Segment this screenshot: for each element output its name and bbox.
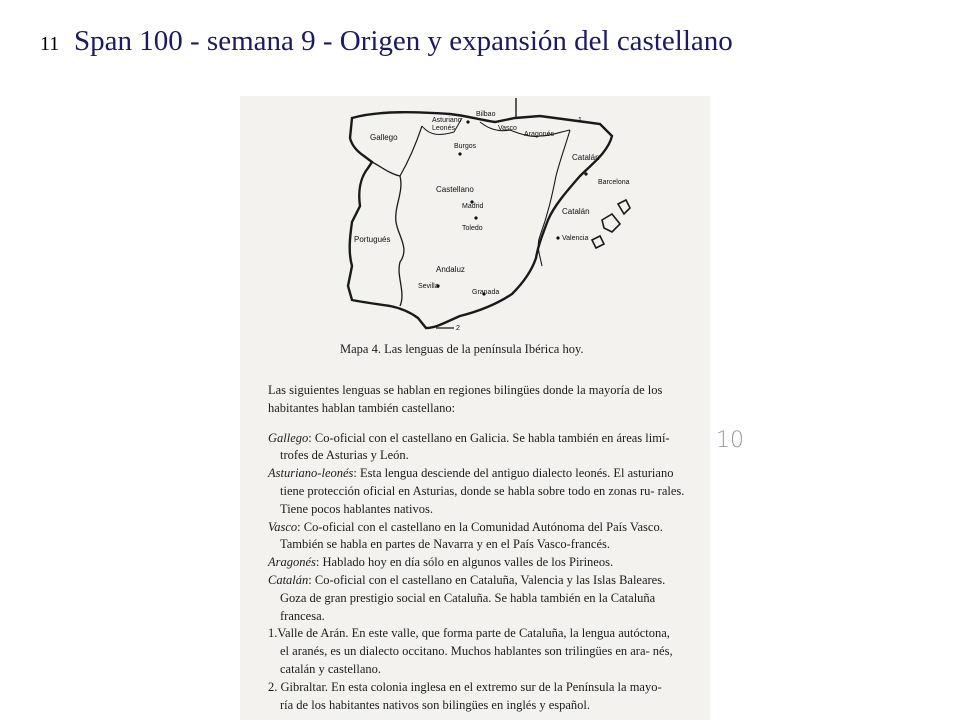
label-asturiano: Asturiano	[432, 117, 462, 124]
label-gallego: Gallego	[370, 133, 398, 142]
entry-catalan	[268, 572, 698, 625]
intro-paragraph: Las siguientes lenguas se hablan en regiones bilingües donde la mayoría de los habitantes hablan también castellano:	[268, 383, 663, 415]
balearic-islands	[592, 200, 630, 248]
marker-1: 1	[578, 117, 582, 124]
label-sevilla: Sevilla	[418, 283, 439, 290]
note-continuation: ría de los habitantes nativos son bilingües en inglés y español.	[280, 697, 591, 712]
label-catalan-north: Catalán	[572, 153, 600, 162]
catalan-border	[538, 130, 570, 266]
entry-text: : Esta lengua desciende del antiguo dialecto leonés. El asturiano	[353, 466, 674, 481]
note-gibraltar	[268, 679, 698, 715]
entry-continuation: tiene protección oficial en Asturias, donde se habla sobre todo en zonas ru- rales. Tiene pocos hablantes nativos.	[280, 483, 685, 516]
entry-name: Vasco	[268, 519, 298, 534]
label-granada: Granada	[472, 289, 500, 296]
handwritten-annotation: 10	[716, 428, 744, 453]
entry-name: Asturiano-leonés	[268, 466, 354, 481]
entry-gallego	[268, 430, 698, 466]
label-toledo: Toledo	[462, 225, 483, 232]
portugal-border	[372, 162, 404, 306]
slide-number: 11	[40, 33, 60, 55]
entry-aragones	[268, 554, 698, 572]
label-portugues: Portugués	[354, 235, 391, 244]
label-burgos: Burgos	[454, 143, 477, 150]
note-valle-de-aran	[268, 625, 698, 678]
entry-continuation: trofes de Asturias y León.	[280, 448, 409, 463]
iberia-language-map	[240, 96, 710, 336]
entry-text: : Co-oficial con el castellano en Cataluña, Valencia y las Islas Baleares.	[308, 572, 666, 587]
label-barcelona: Barcelona	[598, 179, 630, 186]
note-lead: 1.Valle de Arán. En este valle, que forma parte de Cataluña, la lengua autóctona,	[268, 626, 670, 641]
label-aragones: Aragonés	[524, 131, 554, 138]
slide-title: Span 100 - semana 9 - Origen y expansión del castellano	[74, 25, 733, 57]
label-andaluz: Andaluz	[436, 265, 465, 274]
label-catalan-south: Catalán	[562, 207, 590, 216]
marker-2: 2	[456, 325, 460, 332]
entry-name: Aragonés	[268, 555, 316, 570]
entry-text: : Hablado hoy en día sólo en algunos valles de los Pirineos.	[315, 555, 614, 570]
label-castellano: Castellano	[436, 185, 474, 194]
language-list	[268, 382, 698, 714]
scanned-page	[240, 96, 710, 720]
note-continuation: el aranés, es un dialecto occitano. Muchos hablantes son trilingües en ara- nés, catalán y castellano.	[280, 644, 673, 676]
galicia-border	[400, 126, 422, 176]
map-caption: Mapa 4. Las lenguas de la península Ibérica hoy.	[340, 342, 584, 356]
label-madrid: Madrid	[462, 203, 484, 210]
entry-vasco	[268, 519, 698, 555]
label-vasco: Vasco	[498, 125, 517, 132]
entry-continuation: Goza de gran prestigio social en Cataluña. Se habla también en la Cataluña francesa.	[280, 590, 656, 623]
entry-name: Gallego	[268, 430, 309, 445]
entry-text: : Co-oficial con el castellano en Galicia. Se habla también en áreas limí-	[308, 430, 670, 445]
note-lead: 2. Gibraltar. En esta colonia inglesa en el extremo sur de la Península la mayo-	[268, 679, 662, 694]
entry-continuation: También se habla en partes de Navarra y en el País Vasco-francés.	[280, 537, 611, 552]
entry-asturiano	[268, 465, 698, 518]
label-leones: Leonés	[432, 125, 455, 132]
entry-name: Catalán	[268, 572, 309, 587]
label-bilbao: Bilbao	[476, 111, 496, 118]
label-valencia: Valencia	[562, 235, 589, 242]
entry-text: : Co-oficial con el castellano en la Comunidad Autónoma del País Vasco.	[297, 519, 663, 534]
